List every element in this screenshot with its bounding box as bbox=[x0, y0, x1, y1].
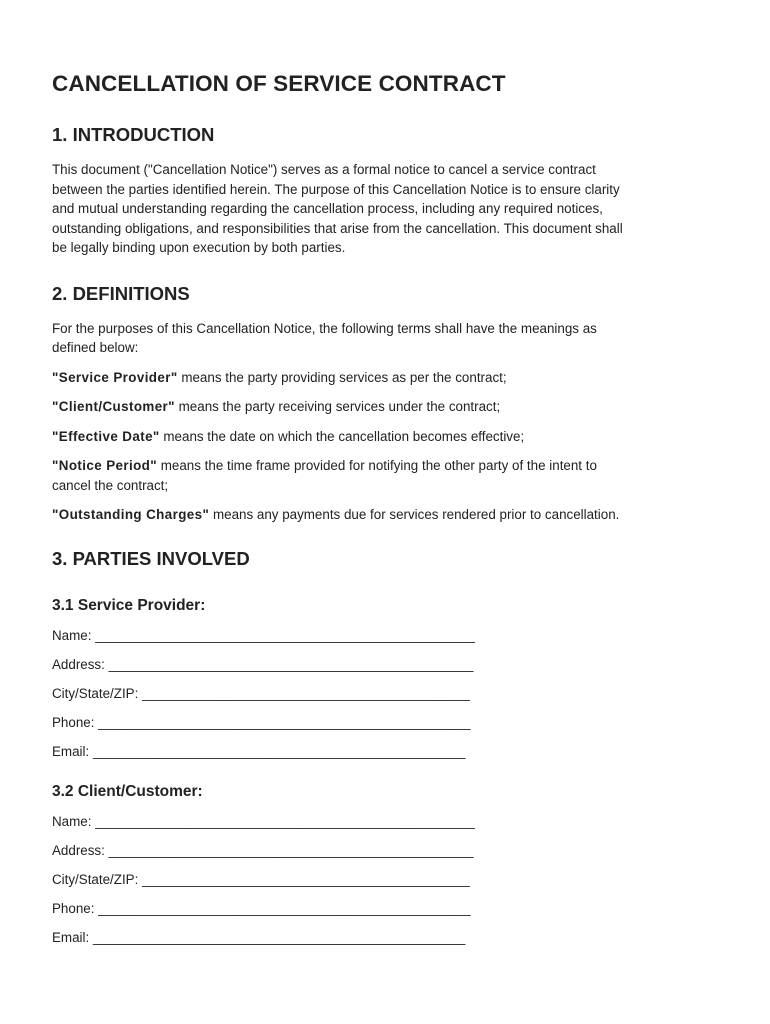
client-phone-field[interactable] bbox=[52, 899, 718, 918]
introduction-line: outstanding obligations, and responsibilities that arise from the cancellation. This document shall bbox=[52, 220, 623, 236]
service-provider-email-field[interactable] bbox=[52, 742, 718, 761]
definition-term: "Outstanding Charges" bbox=[52, 507, 210, 522]
field-label: Name: bbox=[52, 813, 92, 829]
field-blank-line[interactable]: ____________________________________________ bbox=[142, 871, 470, 887]
definition-term: "Effective Date" bbox=[52, 428, 160, 444]
service-provider-name-field[interactable] bbox=[52, 626, 718, 645]
field-label: City/State/ZIP: bbox=[52, 871, 139, 887]
definition-meaning-continued: cancel the contract; bbox=[52, 477, 169, 493]
field-label: City/State/ZIP: bbox=[52, 685, 139, 701]
field-blank-line[interactable]: _________________________________________________ bbox=[108, 656, 474, 672]
subsection-heading-client-customer: 3.2 Client/Customer: bbox=[52, 782, 203, 800]
definition-client-customer bbox=[52, 397, 718, 417]
field-blank-line[interactable]: __________________________________________________ bbox=[92, 929, 466, 945]
introduction-line: between the parties identified herein. The purpose of this Cancellation Notice is to ensure clarity bbox=[52, 181, 620, 197]
client-email-field[interactable] bbox=[52, 928, 718, 947]
section-heading-introduction: 1. INTRODUCTION bbox=[52, 124, 215, 145]
field-blank-line[interactable]: ___________________________________________________ bbox=[95, 627, 475, 643]
definition-term: "Client/Customer" bbox=[52, 399, 175, 414]
service-provider-address-field[interactable] bbox=[52, 655, 718, 674]
service-provider-phone-field[interactable] bbox=[52, 713, 718, 732]
definition-term: "Notice Period" bbox=[52, 458, 158, 473]
definitions-intro-line: defined below: bbox=[52, 340, 139, 355]
field-blank-line[interactable]: __________________________________________________ bbox=[98, 900, 471, 916]
definition-service-provider bbox=[52, 368, 718, 388]
field-blank-line[interactable]: ____________________________________________ bbox=[142, 685, 470, 701]
field-label: Address: bbox=[52, 656, 105, 672]
field-label: Phone: bbox=[52, 900, 95, 916]
introduction-paragraph bbox=[52, 160, 718, 258]
subsection-heading-service-provider: 3.1 Service Provider: bbox=[52, 596, 206, 614]
definition-meaning: means the time frame provided for notifying the other party of the intent to bbox=[157, 458, 597, 473]
client-name-field[interactable] bbox=[52, 812, 718, 831]
field-blank-line[interactable]: ___________________________________________________ bbox=[95, 813, 475, 829]
introduction-line: be legally binding upon execution by both parties. bbox=[52, 240, 346, 255]
introduction-line: This document ("Cancellation Notice") serves as a formal notice to cancel a service contract bbox=[52, 162, 596, 177]
field-label: Address: bbox=[52, 842, 105, 858]
definitions-intro bbox=[52, 319, 718, 358]
field-label: Phone: bbox=[52, 714, 95, 730]
service-provider-city-state-zip-field[interactable] bbox=[52, 684, 718, 703]
definition-meaning: means the party receiving services under the contract; bbox=[174, 399, 501, 414]
field-label: Email: bbox=[52, 929, 90, 945]
section-heading-definitions: 2. DEFINITIONS bbox=[52, 282, 190, 304]
definition-meaning: means any payments due for services rendered prior to cancellation. bbox=[209, 507, 620, 522]
definition-outstanding-charges bbox=[52, 505, 718, 525]
definition-notice-period bbox=[52, 456, 718, 495]
field-label: Email: bbox=[52, 743, 90, 759]
client-city-state-zip-field[interactable] bbox=[52, 870, 718, 889]
definition-meaning: means the date on which the cancellation becomes effective; bbox=[159, 428, 525, 444]
introduction-line: and mutual understanding regarding the cancellation process, including any required notices, bbox=[52, 201, 603, 216]
definition-term: "Service Provider" bbox=[52, 369, 178, 385]
field-blank-line[interactable]: __________________________________________________ bbox=[92, 743, 466, 759]
definition-effective-date bbox=[52, 427, 718, 447]
field-blank-line[interactable]: _________________________________________________ bbox=[108, 842, 474, 858]
document-title: CANCELLATION OF SERVICE CONTRACT bbox=[52, 71, 506, 96]
definitions-intro-line: For the purposes of this Cancellation Notice, the following terms shall have the meanings as bbox=[52, 320, 597, 336]
definition-meaning: means the party providing services as per the contract; bbox=[177, 369, 507, 385]
client-address-field[interactable] bbox=[52, 841, 718, 860]
section-heading-parties: 3. PARTIES INVOLVED bbox=[52, 547, 250, 569]
field-blank-line[interactable]: __________________________________________________ bbox=[98, 714, 471, 730]
field-label: Name: bbox=[52, 627, 92, 643]
